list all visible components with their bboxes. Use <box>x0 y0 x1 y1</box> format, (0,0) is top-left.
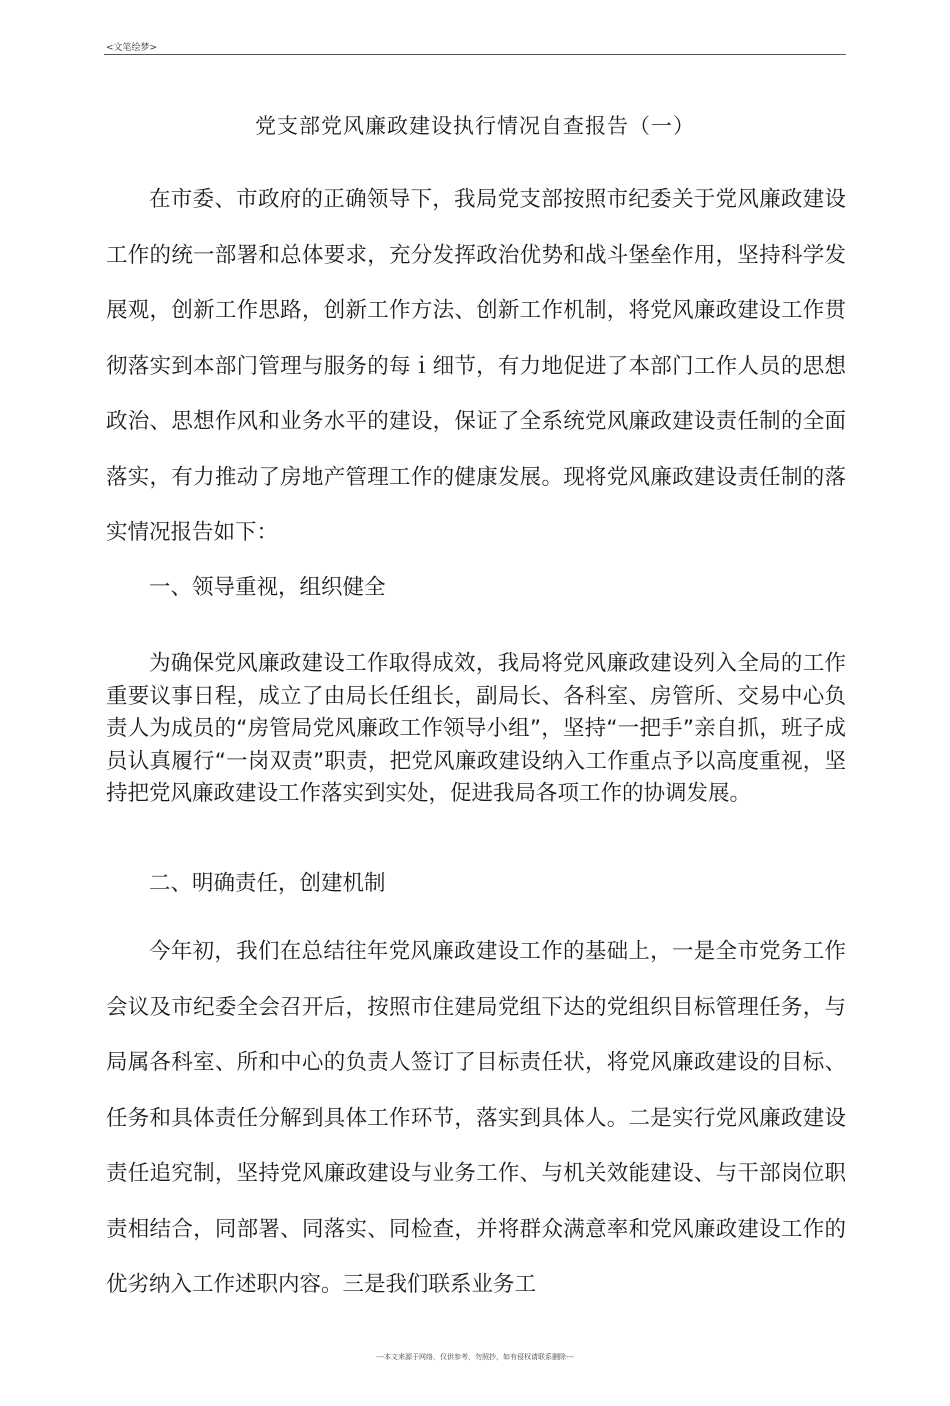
section2-paragraph: 今年初，我们在总结往年党风廉政建设工作的基础上，一是全市党务工作会议及市纪委全会召开后，按照市住建局党组下达的党组织目标管理任务，与局属各科室、所和中心的负责人签订了目标责任状，将党风廉政建设的目标、任务和具体责任分解到具体工作环节，落实到具体人。二是实行党风廉政建设责任追究制，坚持党风廉政建设与业务工作、与机关效能建设、与干部岗位职责相结合，同部署、同落实、同检查，并将群众满意率和党风廉政建设工作的优劣纳入工作述职内容。三是我们联系业务工 <box>106 939 846 1297</box>
section1-heading: 一、领导重视，组织健全 <box>149 575 386 600</box>
intro-paragraph: 在市委、市政府的正确领导下，我局党支部按照市纪委关于党风廉政建设工作的统一部署和总体要求，充分发挥政治优势和战斗堡垒作用，坚持科学发展观，创新工作思路，创新工作方法、创新工作机制，将党风廉政建设工作贯彻落实到本部门管理与服务的每ｉ细节，有力地促进了本部门工作人员的思想政治、思想作风和业务水平的建设，保证了全系统党风廉政建设责任制的全面落实，有力推动了房地产管理工作的健康发展。现将党风廉政建设责任制的落实情况报告如下： <box>106 187 846 545</box>
header-mark: <文笔绘梦> <box>106 43 158 53</box>
section1-paragraph: 为确保党风廉政建设工作取得成效，我局将党风廉政建设列入全局的工作重要议事日程，成立了由局长任组长，副局长、各科室、房管所、交易中心负责人为成员的“房管局党风廉政工作领导小组”，坚持“一把手”亲自抓，班子成员认真履行“一岗双责”职责，把党风廉政建设纳入工作重点予以高度重视，坚持把党风廉政建设工作落实到实处，促进我局各项工作的协调发展。 <box>106 651 846 806</box>
header-divider <box>104 54 846 55</box>
footer-note: ---本文来源于网络，仅供参考，勿照抄，如有侵权请联系删除--- <box>376 1353 574 1361</box>
section2-heading: 二、明确责任，创建机制 <box>149 871 386 896</box>
document-title: 党支部党风廉政建设执行情况自查报告（一） <box>255 114 695 138</box>
